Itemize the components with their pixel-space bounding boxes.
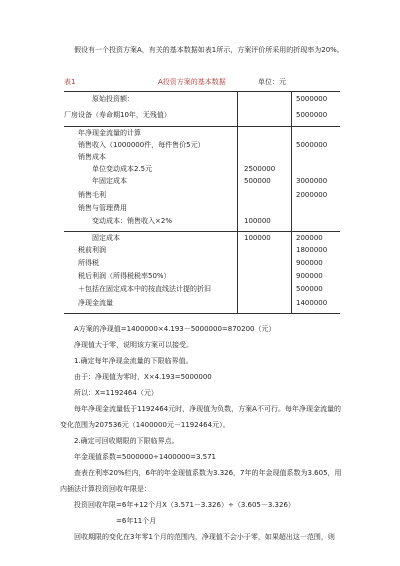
table-row-label: ＋包括在固定成本中的按直线法计提的折旧 — [78, 285, 211, 293]
body-line: 年金现值系数=5000000÷1400000=3.571 — [74, 453, 216, 461]
body-line: 变化范围为207536元（1400000元－1192464元）。 — [60, 421, 230, 429]
table-row-subtotal: 2500000 — [244, 165, 276, 173]
body-line: 所以：X=1192464（元） — [74, 389, 158, 397]
table-row-label: 年净现金流量的计算 — [78, 129, 141, 137]
body-line: 投资回收年限=6年+12个月X（3.571－3.326）÷（3.605－3.326） — [74, 501, 295, 509]
table-row-total: 1400000 — [296, 299, 328, 307]
table-row-total: 3000000 — [296, 177, 328, 185]
table-row-label: 税前利润 — [78, 246, 106, 254]
table-row-total: 500000 — [296, 285, 323, 293]
table-title: A投资方案的基本数据 — [158, 78, 226, 86]
table-row-label: 所得税 — [78, 259, 99, 267]
body-line: A方案的净现值=1400000×4.193－5000000=870200（元） — [74, 325, 276, 333]
table-mid-rule — [64, 126, 340, 127]
body-line: 查表在利率20%栏内，6年的年金现值系数为3.326，7年的年金现值系数为3.605，用 — [74, 469, 342, 477]
table-row-subtotal: 500000 — [244, 177, 271, 185]
body-line: 2.确定可回收期限的下限临界点。 — [74, 437, 179, 445]
table-row-label: 单位变动成本2.5元 — [92, 165, 153, 173]
table-row-label: 固定成本 — [92, 234, 120, 242]
intro-paragraph: 假设有一个投资方案A，有关的基本数据如表1所示，方案评价所采用的折现率为20%。 — [74, 46, 344, 54]
table-row-label: 税后利润（所得税税率50%） — [78, 272, 171, 280]
table-row-label: 销售毛利 — [78, 191, 106, 199]
body-line: 回收期限的变化在3年零1个月的范围内，净现值不会小于零，如果超出这一范围，则 — [74, 533, 335, 541]
table-col-divider — [291, 91, 292, 313]
table-bottom-rule — [64, 313, 340, 314]
table-row-subtotal: 100000 — [244, 217, 271, 225]
table-row-total: 2000000 — [296, 191, 328, 199]
table-col-divider — [237, 91, 238, 313]
body-line: 净现值大于零，说明该方案可以接受。 — [74, 341, 193, 349]
body-line: 每年净现金流量低于1192464元时，净现值为负数，方案A不可行。每年净现金流量的 — [74, 405, 341, 413]
body-line: 内插法计算投资回收年限是： — [60, 485, 151, 493]
table-row-total: 900000 — [296, 259, 323, 267]
table-top-rule — [64, 91, 340, 92]
body-line: =6年11个月 — [116, 517, 157, 525]
table-row-total: 5000000 — [296, 141, 328, 149]
table-row-label: 销售与管理费用 — [78, 204, 127, 212]
table-row-label: 厂房设备（寿命期10年，无残值） — [64, 111, 171, 119]
table-row-total: 1800000 — [296, 246, 328, 254]
table-row-total: 200000 — [296, 234, 323, 242]
table-row-total: 900000 — [296, 272, 323, 280]
body-line: 1.确定每年净现金流量的下限临界值。 — [74, 357, 193, 365]
table-row-label: 原始投资额： — [92, 95, 134, 103]
table-mid-rule — [64, 231, 340, 232]
table-row-total: 5000000 — [296, 95, 328, 103]
table-row-label: 变动成本：销售收入×2% — [92, 217, 172, 225]
table-row-label: 销售成本 — [78, 153, 106, 161]
table-row-label: 净现金流量 — [78, 299, 113, 307]
body-line: 由于：净现值为零时，X×4.193=5000000 — [74, 373, 212, 381]
table-label: 表1 — [64, 78, 76, 86]
table-row-total: 5000000 — [296, 111, 328, 119]
table-unit: 单位：元 — [258, 78, 286, 86]
table-row-label: 销售收入（1000000件，每件售价5元） — [78, 141, 205, 149]
table-row-subtotal: 100000 — [244, 234, 271, 242]
table-row-label: 年固定成本 — [92, 177, 127, 185]
